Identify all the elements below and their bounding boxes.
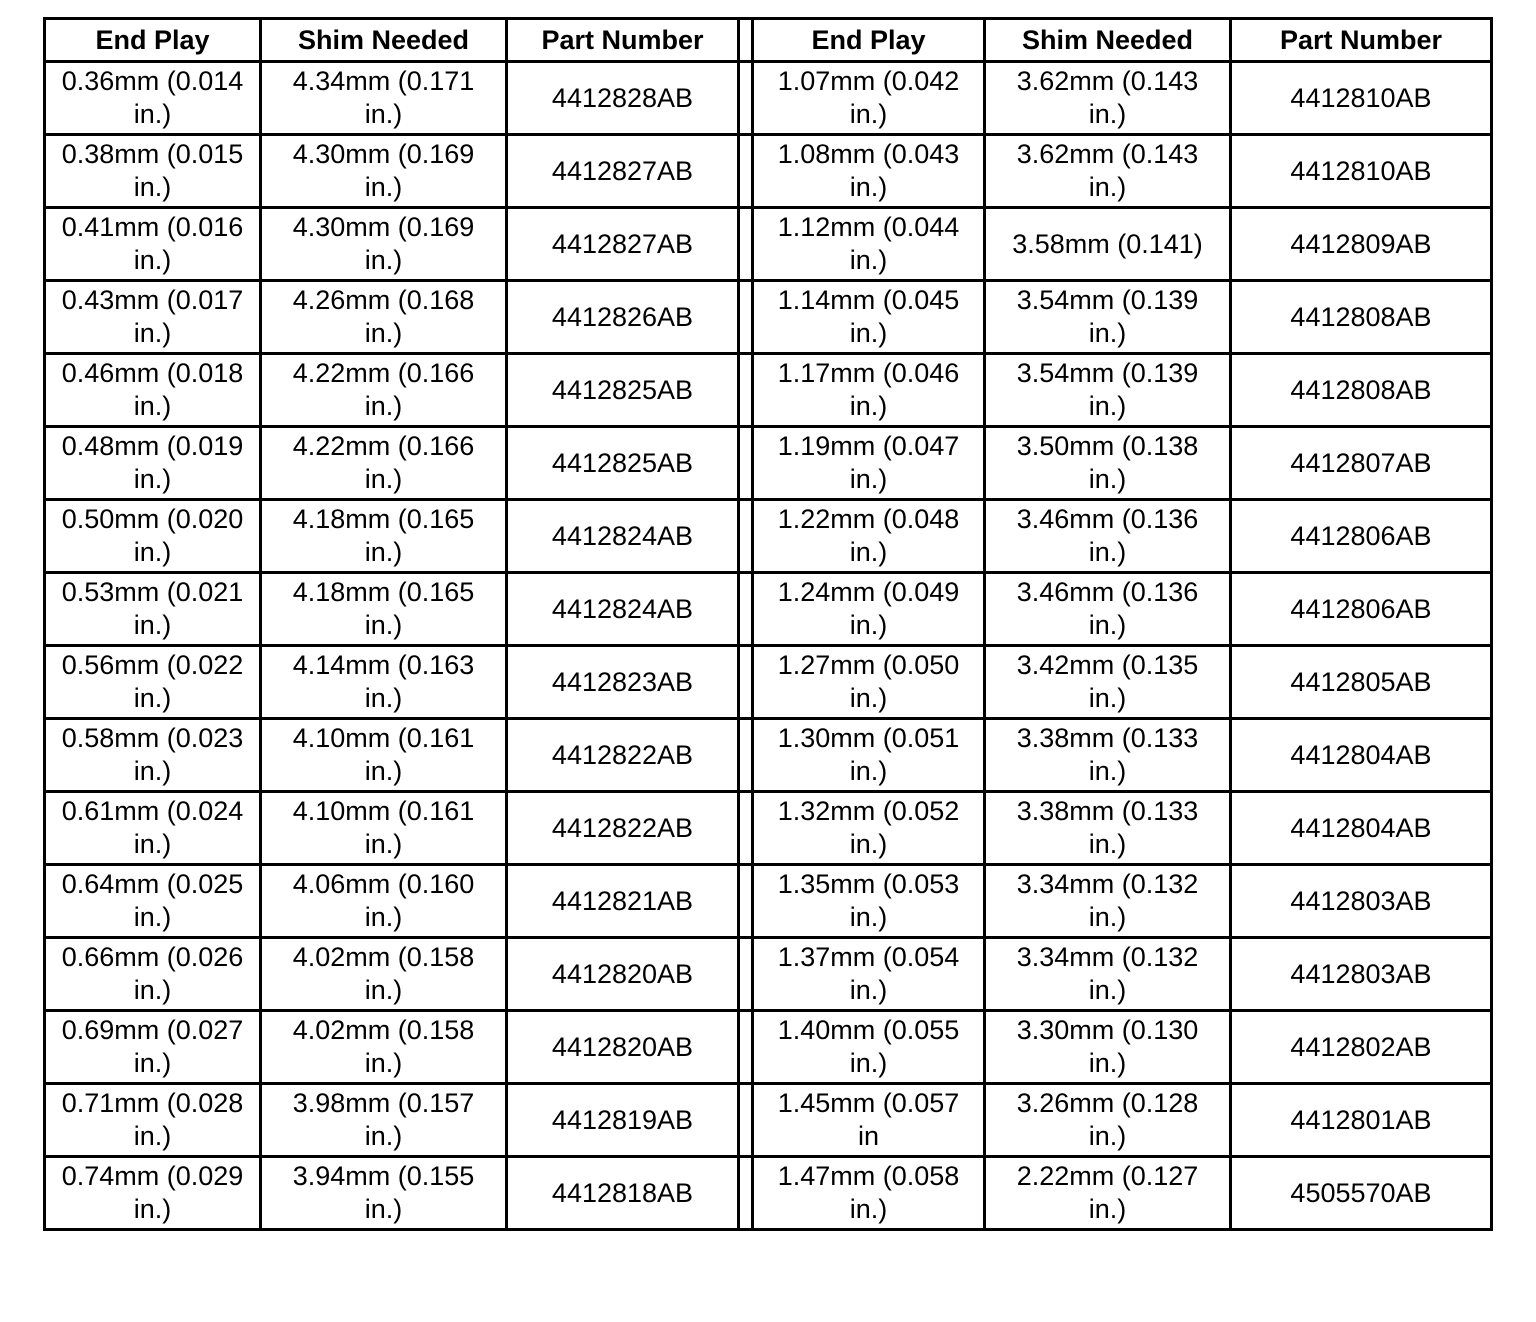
shim-needed-cell-line: in.) (1088, 683, 1127, 713)
shim-needed-cell (261, 427, 507, 500)
shim-needed-cell-line: 4.14mm (0.163 (292, 650, 475, 680)
end-play-cell (753, 938, 985, 1011)
end-play-cell (753, 135, 985, 208)
part-number-cell: 4412820AB (507, 938, 739, 1011)
shim-needed-cell-line: 4.18mm (0.165 (292, 504, 475, 534)
shim-needed-cell-line: in.) (1088, 391, 1127, 421)
column-divider (739, 135, 753, 208)
end-play-cell-line: in.) (133, 1194, 172, 1224)
shim-needed-cell-line: in.) (364, 610, 403, 640)
end-play-cell-line: in.) (133, 245, 172, 275)
header-end-play-left: End Play (45, 19, 261, 62)
end-play-cell-line: 0.56mm (0.022 (61, 650, 244, 680)
part-number-cell: 4412827AB (507, 208, 739, 281)
shim-needed-cell-line: in.) (1088, 829, 1127, 859)
end-play-cell-line: 0.36mm (0.014 (61, 66, 244, 96)
end-play-cell (45, 1011, 261, 1084)
shim-needed-cell-line: 4.30mm (0.169 (292, 139, 475, 169)
shim-needed-cell-line: in.) (364, 537, 403, 567)
column-divider (739, 938, 753, 1011)
end-play-cell (45, 865, 261, 938)
part-number-cell: 4412807AB (1231, 427, 1492, 500)
end-play-cell-line: 0.66mm (0.026 (61, 942, 244, 972)
shim-needed-cell-line: 3.38mm (0.133 (1016, 723, 1199, 753)
shim-needed-cell-line: in.) (1088, 1121, 1127, 1151)
end-play-cell-line: 0.46mm (0.018 (61, 358, 244, 388)
table-row (45, 62, 1492, 135)
shim-needed-cell-line: in.) (364, 756, 403, 786)
end-play-cell (753, 1011, 985, 1084)
end-play-cell-line: in.) (133, 172, 172, 202)
part-number-cell: 4412820AB (507, 1011, 739, 1084)
end-play-cell-line: in.) (849, 902, 888, 932)
shim-needed-cell-line: 3.98mm (0.157 (292, 1088, 475, 1118)
column-divider (739, 1084, 753, 1157)
end-play-cell-line: 0.48mm (0.019 (61, 431, 244, 461)
part-number-cell: 4412825AB (507, 354, 739, 427)
end-play-cell-line: in.) (133, 610, 172, 640)
end-play-cell-line: 1.07mm (0.042 (777, 66, 960, 96)
shim-needed-cell-line: in.) (1088, 610, 1127, 640)
end-play-cell-line: 0.71mm (0.028 (61, 1088, 244, 1118)
end-play-cell-line: in.) (849, 756, 888, 786)
shim-needed-cell-line: in.) (364, 464, 403, 494)
shim-needed-cell-line: 3.34mm (0.132 (1016, 942, 1199, 972)
shim-needed-cell-line: in.) (1088, 1048, 1127, 1078)
header-row (45, 19, 1492, 62)
part-number-cell: 4412818AB (507, 1157, 739, 1230)
end-play-cell (45, 719, 261, 792)
shim-needed-cell (985, 573, 1231, 646)
part-number-cell: 4412804AB (1231, 792, 1492, 865)
part-number-cell: 4412810AB (1231, 135, 1492, 208)
end-play-cell-line: in.) (133, 902, 172, 932)
part-number-cell: 4412822AB (507, 719, 739, 792)
shim-needed-cell (985, 135, 1231, 208)
end-play-cell (753, 792, 985, 865)
shim-needed-cell-line: in.) (1088, 464, 1127, 494)
shim-needed-cell (261, 208, 507, 281)
shim-needed-cell-line: 3.30mm (0.130 (1016, 1015, 1199, 1045)
end-play-cell (45, 135, 261, 208)
end-play-cell (45, 208, 261, 281)
part-number-cell: 4412809AB (1231, 208, 1492, 281)
end-play-cell-line: 1.12mm (0.044 (777, 212, 960, 242)
end-play-cell-line: 1.30mm (0.051 (777, 723, 960, 753)
shim-needed-cell (261, 1084, 507, 1157)
end-play-cell-line: in.) (133, 829, 172, 859)
end-play-cell-line: in.) (133, 975, 172, 1005)
part-number-cell: 4412824AB (507, 500, 739, 573)
end-play-cell-line: in.) (849, 172, 888, 202)
part-number-cell: 4412806AB (1231, 500, 1492, 573)
shim-needed-cell-line: 3.94mm (0.155 (292, 1161, 475, 1191)
shim-needed-cell-line: 3.34mm (0.132 (1016, 869, 1199, 899)
column-divider (739, 500, 753, 573)
end-play-cell-line: in.) (849, 391, 888, 421)
shim-needed-cell (261, 573, 507, 646)
end-play-cell-line: 0.61mm (0.024 (61, 796, 244, 826)
shim-needed-cell-line: in.) (364, 683, 403, 713)
shim-needed-cell-line: 4.06mm (0.160 (292, 869, 475, 899)
header-shim-needed-right: Shim Needed (985, 19, 1231, 62)
end-play-cell-line: 1.47mm (0.058 (777, 1161, 960, 1191)
end-play-cell-line: 0.50mm (0.020 (61, 504, 244, 534)
column-divider (739, 281, 753, 354)
table-row (45, 792, 1492, 865)
shim-needed-cell-line: 2.22mm (0.127 (1016, 1161, 1199, 1191)
shim-needed-cell (261, 500, 507, 573)
end-play-cell-line: 0.58mm (0.023 (61, 723, 244, 753)
end-play-cell-line: 1.08mm (0.043 (777, 139, 960, 169)
end-play-cell (753, 500, 985, 573)
shim-needed-cell-line: 3.46mm (0.136 (1016, 504, 1199, 534)
table-row (45, 573, 1492, 646)
shim-needed-cell-line: 3.38mm (0.133 (1016, 796, 1199, 826)
table-row (45, 646, 1492, 719)
end-play-cell-line: 1.37mm (0.054 (777, 942, 960, 972)
part-number-cell: 4412821AB (507, 865, 739, 938)
shim-needed-cell (261, 1157, 507, 1230)
shim-needed-cell (985, 427, 1231, 500)
part-number-cell: 4412804AB (1231, 719, 1492, 792)
table-row (45, 135, 1492, 208)
end-play-cell (45, 500, 261, 573)
end-play-cell (753, 427, 985, 500)
shim-needed-cell-line: in.) (364, 1194, 403, 1224)
end-play-cell-line: 1.35mm (0.053 (777, 869, 960, 899)
end-play-cell-line: in.) (133, 391, 172, 421)
end-play-cell (753, 865, 985, 938)
shim-needed-cell (261, 1011, 507, 1084)
end-play-cell (45, 427, 261, 500)
end-play-cell (45, 62, 261, 135)
end-play-cell-line: in.) (849, 1194, 888, 1224)
shim-needed-cell-line: in.) (364, 1048, 403, 1078)
end-play-cell-line: 1.19mm (0.047 (777, 431, 960, 461)
table-row (45, 281, 1492, 354)
shim-needed-cell-line: in.) (1088, 318, 1127, 348)
end-play-cell-line: in.) (849, 245, 888, 275)
shim-needed-cell-line: 4.02mm (0.158 (292, 942, 475, 972)
shim-needed-cell-line: 3.54mm (0.139 (1016, 285, 1199, 315)
column-divider (739, 719, 753, 792)
end-play-cell-line: in.) (849, 829, 888, 859)
shim-needed-cell (985, 938, 1231, 1011)
shim-needed-cell (261, 281, 507, 354)
part-number-cell: 4412823AB (507, 646, 739, 719)
end-play-cell-line: in.) (849, 464, 888, 494)
end-play-cell-line: in.) (133, 756, 172, 786)
column-divider (739, 208, 753, 281)
shim-needed-cell (261, 646, 507, 719)
header-end-play-right: End Play (753, 19, 985, 62)
column-divider (739, 646, 753, 719)
end-play-cell (45, 646, 261, 719)
end-play-cell-line: in.) (133, 1121, 172, 1151)
part-number-cell: 4412810AB (1231, 62, 1492, 135)
shim-needed-cell (985, 865, 1231, 938)
shim-needed-cell-line: in.) (364, 172, 403, 202)
table-row (45, 208, 1492, 281)
part-number-cell: 4412826AB (507, 281, 739, 354)
part-number-cell: 4412803AB (1231, 938, 1492, 1011)
end-play-cell-line: 1.24mm (0.049 (777, 577, 960, 607)
end-play-cell-line: in (857, 1121, 879, 1151)
table-row (45, 1011, 1492, 1084)
shim-needed-cell (985, 1011, 1231, 1084)
shim-needed-cell (261, 792, 507, 865)
end-play-cell (45, 792, 261, 865)
end-play-cell-line: 0.43mm (0.017 (61, 285, 244, 315)
end-play-cell-line: in.) (133, 464, 172, 494)
table-row (45, 354, 1492, 427)
part-number-cell: 4412822AB (507, 792, 739, 865)
shim-needed-cell-line: 4.22mm (0.166 (292, 431, 475, 461)
end-play-cell-line: in.) (849, 683, 888, 713)
end-play-cell-line: 1.27mm (0.050 (777, 650, 960, 680)
shim-selection-table (43, 17, 1493, 1231)
end-play-cell-line: in.) (849, 610, 888, 640)
part-number-cell: 4412827AB (507, 135, 739, 208)
part-number-cell: 4412825AB (507, 427, 739, 500)
table-row (45, 719, 1492, 792)
end-play-cell (753, 354, 985, 427)
table-row (45, 427, 1492, 500)
end-play-cell (753, 719, 985, 792)
shim-needed-cell-line: 4.34mm (0.171 (292, 66, 475, 96)
shim-needed-cell (985, 1084, 1231, 1157)
shim-needed-cell-line: in.) (1088, 99, 1127, 129)
shim-needed-cell-line: 4.22mm (0.166 (292, 358, 475, 388)
table-row (45, 1084, 1492, 1157)
end-play-cell-line: 0.64mm (0.025 (61, 869, 244, 899)
shim-needed-cell (261, 135, 507, 208)
part-number-cell: 4412801AB (1231, 1084, 1492, 1157)
shim-needed-cell (985, 354, 1231, 427)
shim-needed-cell (261, 938, 507, 1011)
end-play-cell-line: 0.53mm (0.021 (61, 577, 244, 607)
shim-needed-cell (985, 792, 1231, 865)
shim-needed-cell (985, 281, 1231, 354)
shim-needed-cell-line: in.) (1088, 975, 1127, 1005)
shim-needed-cell-line: in.) (364, 829, 403, 859)
end-play-cell (753, 573, 985, 646)
column-divider (739, 427, 753, 500)
part-number-cell: 4412806AB (1231, 573, 1492, 646)
shim-needed-cell-line: in.) (364, 391, 403, 421)
part-number-cell: 4412819AB (507, 1084, 739, 1157)
end-play-cell (45, 1084, 261, 1157)
end-play-cell (45, 938, 261, 1011)
part-number-cell: 4505570AB (1231, 1157, 1492, 1230)
part-number-cell: 4412805AB (1231, 646, 1492, 719)
end-play-cell (753, 646, 985, 719)
shim-needed-cell (261, 719, 507, 792)
end-play-cell-line: in.) (849, 537, 888, 567)
column-divider (739, 62, 753, 135)
end-play-cell-line: in.) (133, 1048, 172, 1078)
shim-needed-cell-line: 4.30mm (0.169 (292, 212, 475, 242)
part-number-cell: 4412802AB (1231, 1011, 1492, 1084)
table-row (45, 865, 1492, 938)
shim-needed-cell-line: 3.62mm (0.143 (1016, 66, 1199, 96)
table-row (45, 500, 1492, 573)
header-part-number-right: Part Number (1231, 19, 1492, 62)
column-divider (739, 865, 753, 938)
shim-needed-cell (261, 62, 507, 135)
part-number-cell: 4412808AB (1231, 354, 1492, 427)
shim-needed-cell-line: 3.62mm (0.143 (1016, 139, 1199, 169)
shim-needed-cell-line: in.) (364, 99, 403, 129)
part-number-cell: 4412824AB (507, 573, 739, 646)
end-play-cell-line: 0.69mm (0.027 (61, 1015, 244, 1045)
shim-needed-cell-line: 4.10mm (0.161 (292, 723, 475, 753)
end-play-cell (45, 281, 261, 354)
shim-needed-cell-line: 3.26mm (0.128 (1016, 1088, 1199, 1118)
part-number-cell: 4412828AB (507, 62, 739, 135)
end-play-cell-line: in.) (849, 975, 888, 1005)
shim-needed-cell (985, 500, 1231, 573)
end-play-cell-line: 1.40mm (0.055 (777, 1015, 960, 1045)
end-play-cell (45, 573, 261, 646)
header-part-number-left: Part Number (507, 19, 739, 62)
shim-needed-cell-line: in.) (364, 1121, 403, 1151)
end-play-cell-line: in.) (133, 683, 172, 713)
part-number-cell: 4412808AB (1231, 281, 1492, 354)
end-play-cell (753, 1157, 985, 1230)
shim-needed-cell (985, 1157, 1231, 1230)
end-play-cell-line: in.) (133, 318, 172, 348)
end-play-cell (45, 354, 261, 427)
end-play-cell-line: 1.14mm (0.045 (777, 285, 960, 315)
shim-needed-cell-line: in.) (1088, 1194, 1127, 1224)
end-play-cell (753, 62, 985, 135)
shim-needed-cell-line: 4.26mm (0.168 (292, 285, 475, 315)
column-divider (739, 573, 753, 646)
shim-needed-cell-line: in.) (1088, 756, 1127, 786)
end-play-cell-line: 0.41mm (0.016 (61, 212, 244, 242)
shim-needed-cell (985, 646, 1231, 719)
column-divider (739, 354, 753, 427)
shim-needed-cell-line: 4.10mm (0.161 (292, 796, 475, 826)
shim-needed-cell (985, 62, 1231, 135)
shim-needed-cell-line: in.) (364, 318, 403, 348)
column-divider (739, 19, 753, 62)
shim-needed-cell (985, 719, 1231, 792)
shim-needed-cell-line: 4.02mm (0.158 (292, 1015, 475, 1045)
shim-needed-cell-line: 3.42mm (0.135 (1016, 650, 1199, 680)
column-divider (739, 1157, 753, 1230)
end-play-cell-line: in.) (849, 99, 888, 129)
end-play-cell (753, 1084, 985, 1157)
shim-needed-cell (261, 865, 507, 938)
part-number-cell: 4412803AB (1231, 865, 1492, 938)
end-play-cell-line: in.) (849, 1048, 888, 1078)
end-play-cell-line: in.) (133, 537, 172, 567)
shim-needed-cell-line: in.) (1088, 172, 1127, 202)
shim-needed-cell-line: 3.54mm (0.139 (1016, 358, 1199, 388)
end-play-cell (753, 208, 985, 281)
shim-needed-cell-line: in.) (1088, 902, 1127, 932)
end-play-cell-line: 1.22mm (0.048 (777, 504, 960, 534)
end-play-cell-line: in.) (849, 318, 888, 348)
table-row (45, 938, 1492, 1011)
shim-needed-cell-line: 3.50mm (0.138 (1016, 431, 1199, 461)
shim-needed-cell-line: in.) (364, 245, 403, 275)
shim-needed-cell-line: in.) (364, 975, 403, 1005)
shim-needed-cell-line: 3.46mm (0.136 (1016, 577, 1199, 607)
table-body (45, 62, 1492, 1230)
shim-needed-cell (261, 354, 507, 427)
end-play-cell-line: 0.74mm (0.029 (61, 1161, 244, 1191)
end-play-cell-line: 1.45mm (0.057 (777, 1088, 960, 1118)
end-play-cell (753, 281, 985, 354)
shim-needed-cell-line: 3.58mm (0.141) (1012, 228, 1203, 259)
header-shim-needed-left: Shim Needed (261, 19, 507, 62)
shim-needed-cell-line: in.) (364, 902, 403, 932)
end-play-cell-line: 1.32mm (0.052 (777, 796, 960, 826)
shim-needed-cell-line: 4.18mm (0.165 (292, 577, 475, 607)
end-play-cell-line: 1.17mm (0.046 (777, 358, 960, 388)
shim-needed-cell (985, 208, 1231, 281)
end-play-cell (45, 1157, 261, 1230)
column-divider (739, 792, 753, 865)
end-play-cell-line: 0.38mm (0.015 (61, 139, 244, 169)
end-play-cell-line: in.) (133, 99, 172, 129)
table-row (45, 1157, 1492, 1230)
column-divider (739, 1011, 753, 1084)
shim-needed-cell-line: in.) (1088, 537, 1127, 567)
